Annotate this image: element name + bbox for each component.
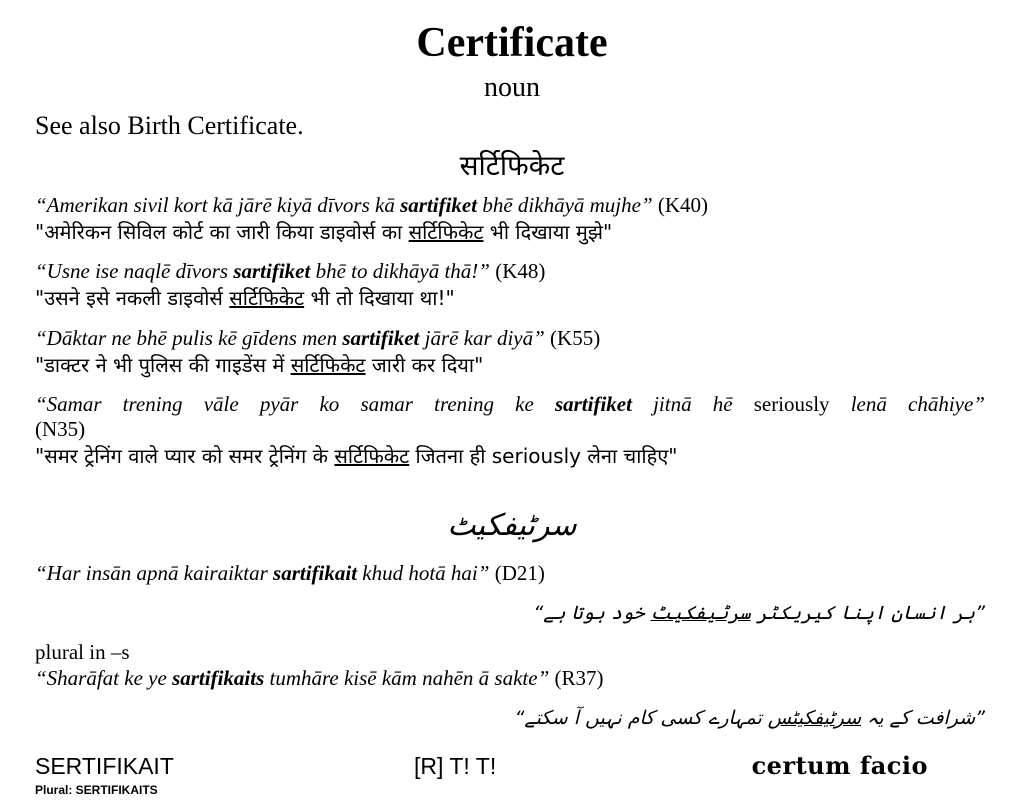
- headword-underlined: सर्टिफिकेट: [334, 444, 410, 468]
- urdu-quote-1: [35, 597, 985, 629]
- quote-text: خود ہوتا ہے“: [533, 602, 651, 624]
- quote-text: “Har insān apnā kairaiktar: [35, 561, 274, 585]
- source-ref: (D21): [489, 561, 545, 585]
- quote-text: “Usne ise naqlē dīvors: [35, 259, 234, 283]
- quote-text: jārē kar diyā”: [419, 326, 545, 350]
- hindi-example-4: [35, 392, 985, 470]
- quote-text: تمہارے کسی کام نہیں آ سکتے“: [514, 707, 768, 729]
- english-word: seriously: [753, 392, 830, 416]
- romanized-quote: [35, 259, 985, 284]
- quote-text: “Sharāfat ke ye: [35, 666, 173, 690]
- quote-text: भी तो दिखाया था!": [304, 286, 455, 310]
- plural-note: plural in –s: [35, 640, 130, 664]
- urdu-example-2: [35, 666, 985, 691]
- quote-text: "अमेरिकन सिविल कोर्ट का जारी किया डाइवोर्स का: [35, 220, 409, 244]
- headword-highlight: sartifiket: [233, 259, 311, 283]
- quote-text: bhē to dikhāyā thā!”: [310, 259, 490, 283]
- quote-text: "समर ट्रेनिंग वाले प्यार को समर ट्रेनिंग के: [35, 444, 335, 468]
- hindi-example-1: [35, 193, 985, 246]
- quote-text: ”شرافت کے یہ: [861, 707, 985, 729]
- devanagari-quote: [35, 284, 985, 312]
- source-ref: (R37): [549, 666, 604, 690]
- transliterated-word: SERTIFIKAIT: [35, 753, 174, 779]
- headword-highlight: sartifikaits: [172, 666, 265, 690]
- quote-text: jitnā hē: [631, 392, 754, 416]
- see-also-note: See also Birth Certificate.: [35, 111, 304, 140]
- headword-highlight: sartifiket: [342, 326, 420, 350]
- quote-text: भी दिखाया मुझे": [483, 220, 613, 244]
- romanized-quote: [35, 326, 985, 351]
- headword-underlined: सर्टिफिकेट: [290, 353, 366, 377]
- romanized-quote: [35, 392, 985, 417]
- hindi-example-3: [35, 326, 985, 379]
- hindi-example-2: [35, 259, 985, 312]
- entry-title: Certificate: [416, 20, 608, 66]
- headword-underlined: सर्टिफिकेट: [229, 286, 305, 310]
- headword-highlight: sartifiket: [554, 392, 632, 416]
- romanized-quote: [35, 666, 985, 691]
- headword-underlined: سرٹیفکیٹ: [650, 602, 751, 624]
- headword-highlight: sartifiket: [400, 193, 478, 217]
- plural-form: Plural: SERTIFIKAITS: [35, 783, 158, 797]
- source-ref: (K40): [652, 193, 709, 217]
- quote-text: ”ہر انسان اپنا کیریکٹر: [750, 602, 985, 624]
- urdu-heading: سرٹیفکیٹ: [447, 508, 577, 543]
- quote-text: tumhāre kisē kām nahēn ā sakte”: [264, 666, 550, 690]
- devanagari-quote: [35, 442, 985, 470]
- quote-text: "उसने इसे नकली डाइवोर्स: [35, 286, 230, 310]
- urdu-quote-2: [35, 702, 985, 734]
- pronunciation: [R] T! T!: [414, 753, 497, 779]
- quote-text: lenā chāhiye”: [829, 392, 985, 416]
- entry-footer: [0, 752, 1024, 810]
- romanized-quote: [35, 561, 985, 586]
- urdu-example-1: [35, 561, 985, 586]
- quote-text: “Amerikan sivil kort kā jārē kiyā dīvors kā: [35, 193, 401, 217]
- quote-text: जितना ही seriously लेना चाहिए": [409, 444, 678, 468]
- quote-text: bhē dikhāyā mujhe”: [477, 193, 653, 217]
- headword-highlight: sartifikait: [273, 561, 358, 585]
- romanized-quote: [35, 193, 985, 218]
- latin-etymology: certum facio: [751, 751, 928, 780]
- quote-text: “Dāktar ne bhē pulis kē gīdens men: [35, 326, 343, 350]
- source-ref: (K48): [489, 259, 546, 283]
- quote-text: "डाक्टर ने भी पुलिस की गाइडेंस में: [35, 353, 291, 377]
- quote-text: “Samar trening vāle pyār ko samar trening ke: [35, 392, 555, 416]
- quote-text: khud hotā hai”: [357, 561, 490, 585]
- devanagari-quote: [35, 218, 985, 246]
- hindi-heading: सर्टिफिकेट: [459, 149, 565, 182]
- source-ref: (N35): [35, 417, 86, 441]
- headword-underlined: سرٹیفکیٹس: [767, 707, 862, 729]
- quote-text: जारी कर दिया": [365, 353, 484, 377]
- source-ref: (K55): [544, 326, 601, 350]
- headword-underlined: सर्टिफिकेट: [408, 220, 484, 244]
- devanagari-quote: [35, 351, 985, 379]
- part-of-speech: noun: [484, 72, 540, 103]
- source-ref-line: [35, 417, 985, 442]
